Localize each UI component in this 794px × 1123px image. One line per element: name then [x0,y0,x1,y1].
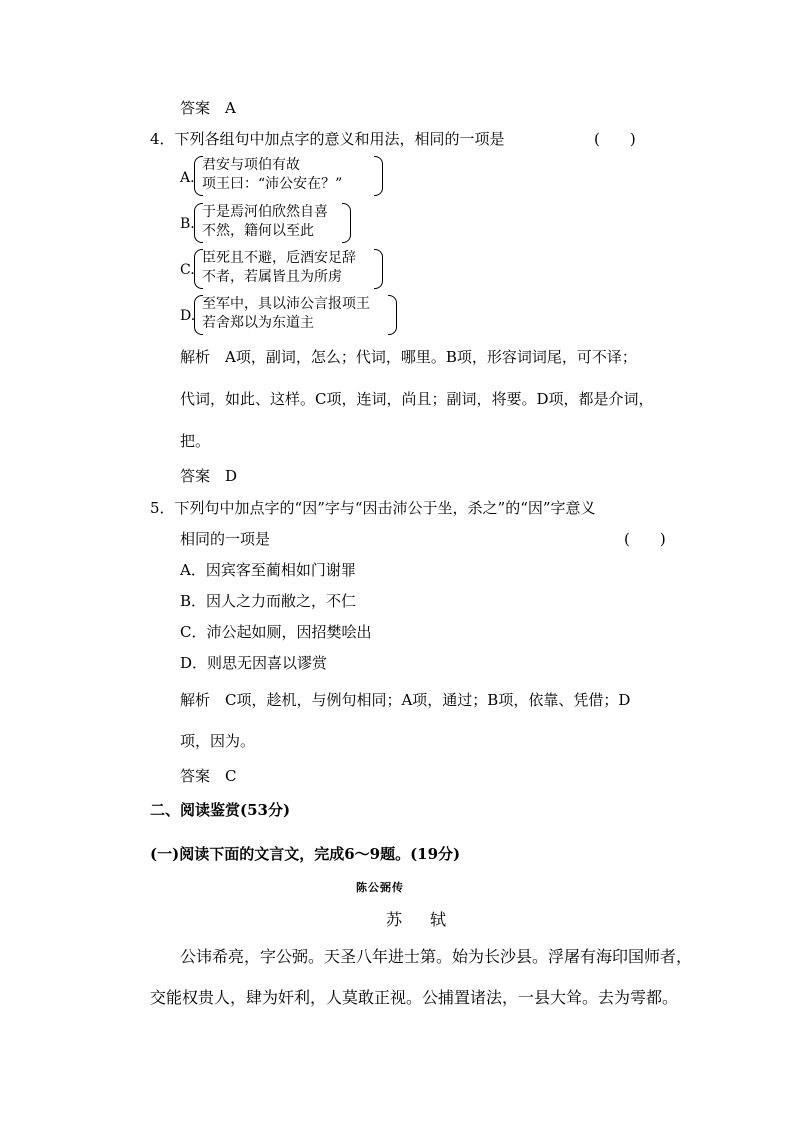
left-brace-icon [194,156,203,196]
q4-option-a-pair [202,156,342,194]
q4-option-a-label: A. [180,170,195,186]
left-brace-icon [194,203,203,243]
right-brace-icon [388,295,397,335]
q4-option-d-pair [202,295,370,333]
q4-option-b-label: B. [180,216,195,232]
q4-answer: 答案 D [180,467,238,485]
q4-option-c-line2: 不者，若属皆且为所虏 [202,269,342,285]
q4-option-d-line2: 若舍郑以为东道主 [202,315,314,331]
q3-answer: 答案 A [180,99,236,117]
q5-analysis-line2: 项，因为。 [180,732,256,750]
q4-analysis-line1: 解析 A项，副词，怎么；代词，哪里。B项，形容词词尾，可不译； [180,348,637,366]
q5-option-c: C．沛公起如厕，因招樊哙出 [180,623,372,641]
q4-option-d-label: D. [180,308,196,324]
q4-option-c-label: C. [180,262,195,278]
q5-option-a: A．因宾客至蔺相如门谢罪 [180,561,356,579]
q4-option-b-pair [202,203,328,241]
q4-option-a-line2: 项王曰：“沛公安在？” [202,176,343,192]
q4-option-c-line1: 臣死且不避，卮酒安足辞 [202,250,356,266]
passage-line2: 交能权贵人，肆为奸利，人莫敢正视。公捕置诸法，一县大耸。去为雩都。 [150,988,679,1007]
q5-option-d: D．则思无因喜以谬赏 [180,654,328,672]
passage-title: 陈公弼传 [356,881,404,894]
right-brace-icon [374,249,383,289]
q4-option-b-line1: 于是焉河伯欣然自喜 [202,204,328,220]
q5-option-b: B．因人之力而敝之，不仁 [180,592,357,610]
q4-option-d-line1: 至军中，具以沛公言报项王 [202,296,370,312]
q4-analysis-line3: 把。 [180,432,211,450]
left-brace-icon [194,249,203,289]
q4-option-a-line1: 君安与项伯有故 [202,157,300,173]
q4-analysis-line2: 代词，如此、这样。C项，连词，尚且；副词，将要。D项，都是介词， [180,390,654,408]
q5-answer: 答案 C [180,767,237,785]
subsection-heading: (一)阅读下面的文言文，完成6～9题。(19分) [150,845,461,863]
passage-line1: 公讳希亮，字公弼。天圣八年进士第。始为长沙县。浮屠有海印国师者， [180,947,693,966]
q5-paren: ( ) [624,530,666,548]
right-brace-icon [374,156,383,196]
q4-stem: 4．下列各组句中加点字的意义和用法，相同的一项是 [150,130,505,148]
q4-paren: ( ) [594,130,636,148]
q4-option-c-pair [202,249,356,287]
passage-author: 苏 轼 [386,910,453,929]
q4-option-b-line2: 不然，籍何以至此 [202,223,314,239]
q5-stem-line1: 5．下列句中加点字的“因”字与“因击沛公于坐，杀之”的“因”字意义 [150,499,596,517]
section-heading: 二、阅读鉴赏(53分) [150,801,291,819]
right-brace-icon [342,203,351,243]
left-brace-icon [194,295,203,335]
q5-analysis-line1: 解析 C项，趁机，与例句相同；A项，通过；B项，依靠、凭借；D [180,691,631,709]
q5-stem-line2: 相同的一项是 [180,530,271,548]
